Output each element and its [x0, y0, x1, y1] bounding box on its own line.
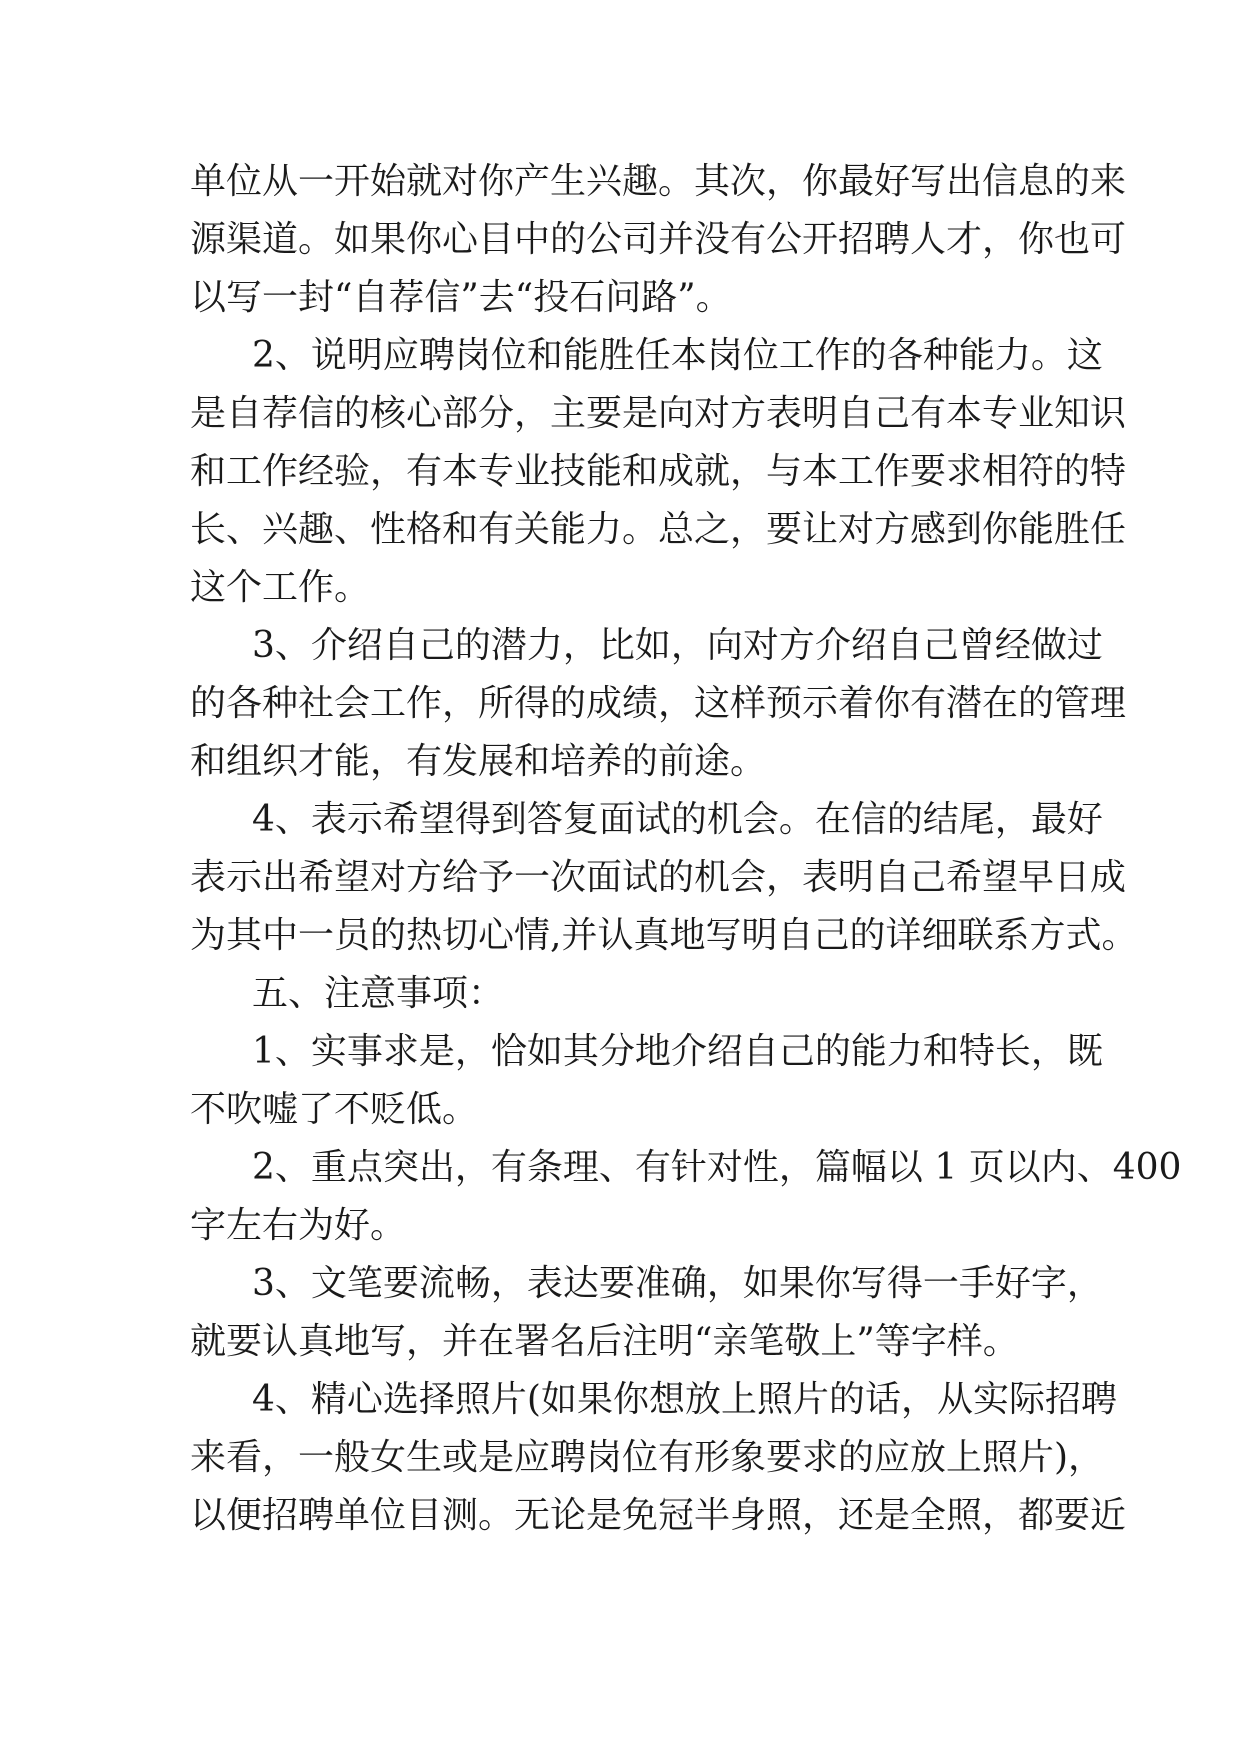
text-line: 和组织才能，有发展和培养的前途。 — [190, 741, 767, 782]
text-line: 是自荐信的核心部分，主要是向对方表明自己有本专业知识 — [190, 393, 1127, 434]
text-line: 长、兴趣、性格和有关能力。总之，要让对方感到你能胜任 — [190, 509, 1127, 550]
text-line: 和工作经验，有本专业技能和成就，与本工作要求相符的特 — [190, 451, 1127, 492]
text-line: 源渠道。如果你心目中的公司并没有公开招聘人才，你也可 — [190, 219, 1127, 260]
text-line: 3、文笔要流畅，表达要准确，如果你写得一手好字， — [252, 1263, 1103, 1304]
text-line: 以写一封“自荐信”去“投石问路”。 — [190, 277, 732, 318]
text-line: 4、精心选择照片(如果你想放上照片的话，从实际招聘 — [252, 1379, 1117, 1420]
text-line: 以便招聘单位目测。无论是免冠半身照，还是全照，都要近 — [190, 1495, 1127, 1536]
text-line: 字左右为好。 — [190, 1205, 407, 1246]
text-line: 1、实事求是，恰如其分地介绍自己的能力和特长，既 — [252, 1031, 1103, 1072]
text-line: 2、重点突出，有条理、有针对性，篇幅以 1 页以内、400 — [252, 1147, 1182, 1188]
text-line: 3、介绍自己的潜力，比如，向对方介绍自己曾经做过 — [252, 625, 1103, 666]
section-heading: 五、注意事项： — [252, 973, 505, 1014]
text-line: 4、表示希望得到答复面试的机会。在信的结尾，最好 — [252, 799, 1103, 840]
text-line: 的各种社会工作，所得的成绩，这样预示着你有潜在的管理 — [190, 683, 1127, 724]
text-line: 这个工作。 — [190, 567, 371, 608]
text-line: 就要认真地写，并在署名后注明“亲笔敬上”等字样。 — [190, 1321, 1019, 1362]
text-line: 表示出希望对方给予一次面试的机会，表明自己希望早日成 — [190, 857, 1127, 898]
text-line: 单位从一开始就对你产生兴趣。其次，你最好写出信息的来 — [190, 161, 1127, 202]
text-line: 为其中一员的热切心情,并认真地写明自己的详细联系方式。 — [190, 915, 1138, 956]
text-line: 2、说明应聘岗位和能胜任本岗位工作的各种能力。这 — [252, 335, 1103, 376]
text-line: 不吹嘘了不贬低。 — [190, 1089, 479, 1130]
text-line: 来看，一般女生或是应聘岗位有形象要求的应放上照片)， — [190, 1437, 1105, 1478]
